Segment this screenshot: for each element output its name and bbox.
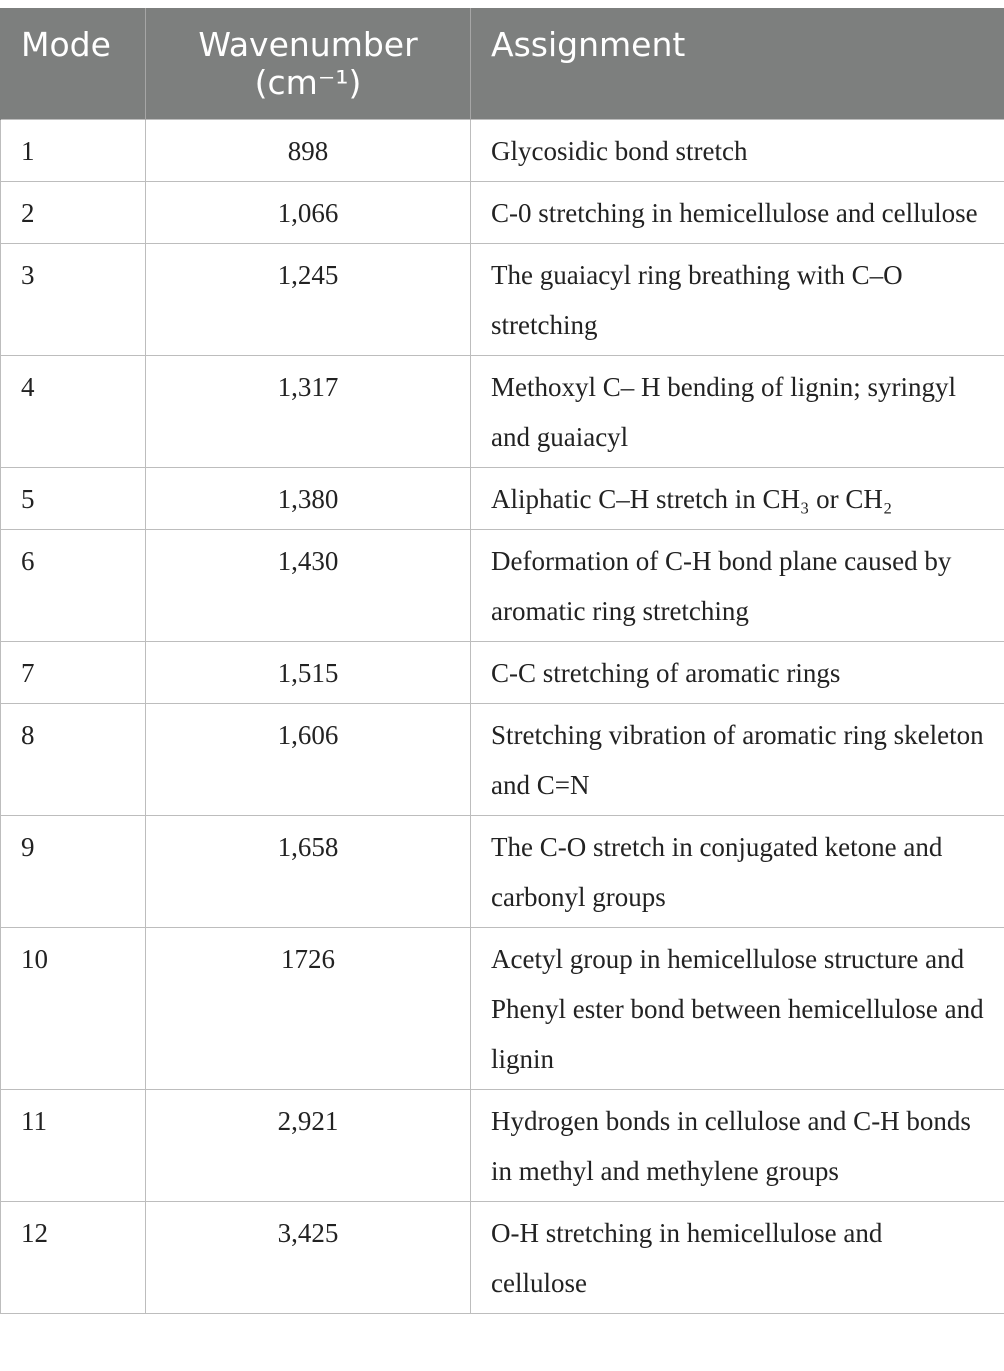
cell-wavenumber: 1,245 [146,243,471,355]
cell-assignment: C-0 stretching in hemicellulose and cellulose [471,181,1004,243]
table-row [1,641,1004,703]
cell-wavenumber: 1,430 [146,529,471,641]
cell-mode: 3 [1,243,146,355]
table-row [1,467,1004,529]
cell-assignment: Methoxyl C– H bending of lignin; syringyl and guaiacyl [471,355,1004,467]
table-row [1,355,1004,467]
table-row [1,1201,1004,1313]
cell-mode: 6 [1,529,146,641]
cell-wavenumber: 898 [146,119,471,181]
cell-mode: 9 [1,815,146,927]
cell-assignment: Acetyl group in hemicellulose structure and Phenyl ester bond between hemicellulose and lignin [471,927,1004,1089]
table-row [1,1089,1004,1201]
cell-wavenumber: 1726 [146,927,471,1089]
cell-mode: 4 [1,355,146,467]
cell-assignment: The guaiacyl ring breathing with C–O stretching [471,243,1004,355]
header-mode: Mode [1,8,146,119]
wavenumber-assignment-table [0,8,1004,1314]
cell-assignment: Stretching vibration of aromatic ring skeleton and C=N [471,703,1004,815]
cell-mode: 1 [1,119,146,181]
cell-mode: 11 [1,1089,146,1201]
cell-assignment: O-H stretching in hemicellulose and cellulose [471,1201,1004,1313]
table-row [1,243,1004,355]
cell-wavenumber: 1,658 [146,815,471,927]
cell-mode: 8 [1,703,146,815]
table-row [1,703,1004,815]
cell-mode: 2 [1,181,146,243]
table-row [1,529,1004,641]
cell-wavenumber: 3,425 [146,1201,471,1313]
cell-assignment: Glycosidic bond stretch [471,119,1004,181]
cell-wavenumber: 1,515 [146,641,471,703]
cell-mode: 10 [1,927,146,1089]
header-wavenumber [146,8,471,119]
cell-assignment: The C-O stretch in conjugated ketone and carbonyl groups [471,815,1004,927]
cell-mode: 5 [1,467,146,529]
data-table-container [0,8,1004,1314]
cell-wavenumber: 1,606 [146,703,471,815]
table-header [1,8,1004,119]
table-body [1,119,1004,1313]
cell-wavenumber: 2,921 [146,1089,471,1201]
header-assignment: Assignment [471,8,1004,119]
table-row [1,119,1004,181]
cell-assignment: Hydrogen bonds in cellulose and C-H bonds in methyl and methylene groups [471,1089,1004,1201]
cell-mode: 12 [1,1201,146,1313]
cell-wavenumber: 1,317 [146,355,471,467]
cell-assignment: Aliphatic C–H stretch in CH₃ or CH₂ [471,467,1004,529]
cell-mode: 7 [1,641,146,703]
table-row [1,927,1004,1089]
table-row [1,815,1004,927]
header-wavenumber-line1: Wavenumber [198,25,418,64]
header-row [1,8,1004,119]
cell-wavenumber: 1,066 [146,181,471,243]
header-wavenumber-line2: (cm⁻¹) [254,63,362,102]
cell-assignment: Deformation of C-H bond plane caused by aromatic ring stretching [471,529,1004,641]
cell-assignment: C-C stretching of aromatic rings [471,641,1004,703]
table-row [1,181,1004,243]
cell-wavenumber: 1,380 [146,467,471,529]
